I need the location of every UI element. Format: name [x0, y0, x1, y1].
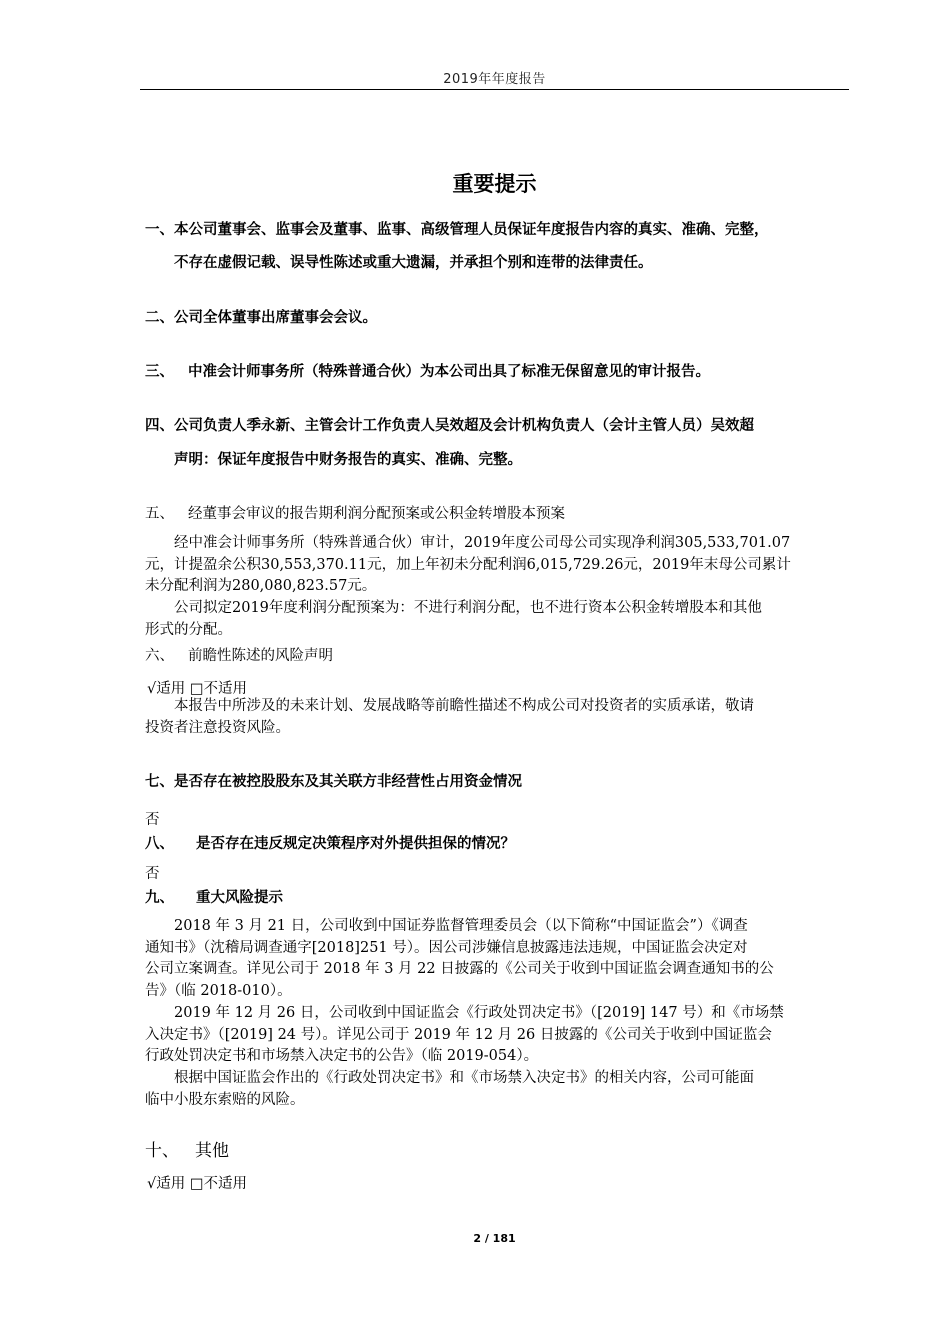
- page-title: 重要提示: [452, 172, 537, 196]
- text-line: 临中小股东索赔的风险。: [145, 1091, 305, 1108]
- section-7-heading: [145, 770, 522, 791]
- text-line: 公司立案调查。详见公司于 2018 年 3 月 22 日披露的《公司关于收到中国证监会调查通知书的公: [145, 961, 774, 977]
- text-line: 告》（临 2018-010）。: [145, 982, 292, 999]
- section-8-number: 八、: [145, 836, 174, 852]
- section-4: [145, 414, 754, 435]
- section-4-line-1: 公司负责人季永新、主管会计工作负责人吴效超及会计机构负责人（会计主管人员）吴效超: [174, 418, 754, 434]
- section-9-paragraph-1: [145, 916, 849, 1002]
- section-8-heading: [145, 832, 515, 853]
- section-2: [145, 306, 377, 327]
- section-3-text: 中准会计师事务所（特殊普通合伙）为本公司出具了标准无保留意见的审计报告。: [188, 364, 710, 380]
- section-2-text: 公司全体董事出席董事会会议。: [174, 310, 377, 326]
- section-9-heading-text: 重大风险提示: [196, 890, 283, 906]
- section-9-paragraph-2: [145, 1003, 849, 1068]
- text-line: 未分配利润为280,080,823.57元。: [145, 578, 377, 594]
- text-line: 本报告中所涉及的未来计划、发展战略等前瞻性描述不构成公司对投资者的实质承诺，敬请: [145, 698, 754, 714]
- section-4-line-2: 声明：保证年度报告中财务报告的真实、准确、完整。: [174, 452, 522, 468]
- text-line: 2019 年 12 月 26 日，公司收到中国证监会《行政处罚决定书》（[2019] 147 号）和《市场禁: [145, 1005, 784, 1021]
- text-line: 根据中国证监会作出的《行政处罚决定书》和《市场禁入决定书》的相关内容，公司可能面: [145, 1070, 754, 1086]
- text-line: 2018 年 3 月 21 日，公司收到中国证券监督管理委员会（以下简称“中国证监会”）《调查: [145, 918, 748, 934]
- section-10-heading: [145, 1136, 229, 1161]
- page-header: 2019年年度报告: [443, 72, 546, 87]
- text-line: 行政处罚决定书和市场禁入决定书的公告》（临 2019-054）。: [145, 1048, 539, 1064]
- section-6-heading-text: 前瞻性陈述的风险声明: [188, 648, 333, 664]
- section-1: [145, 218, 769, 239]
- section-7-heading-text: 是否存在被控股股东及其关联方非经营性占用资金情况: [174, 774, 522, 790]
- section-9-paragraph-3: [145, 1068, 849, 1111]
- section-9-number: 九、: [145, 890, 174, 906]
- section-10-heading-text: 其他: [195, 1141, 229, 1161]
- header-divider: [140, 89, 849, 90]
- section-10-applicability: √适用 □不适用: [147, 1176, 248, 1192]
- section-5-paragraph-2: [145, 598, 849, 641]
- page-number: 2 / 181: [473, 1232, 516, 1245]
- text-line: 通知书》（沈稽局调查通字[2018]251 号）。因公司涉嫌信息披露违法违规，中国证监会决定对: [145, 939, 748, 956]
- section-6-number: 六、: [145, 648, 174, 664]
- section-3: [145, 360, 710, 381]
- section-5-paragraph-1: [145, 533, 849, 598]
- section-2-number: 二、: [145, 310, 174, 326]
- section-6-heading: [145, 644, 333, 665]
- section-8-answer: 否: [145, 866, 160, 882]
- section-1-line-2: 不存在虚假记载、误导性陈述或重大遗漏，并承担个别和连带的法律责任。: [174, 255, 653, 271]
- section-3-number: 三、: [145, 364, 174, 380]
- section-8-heading-text: 是否存在违反规定决策程序对外提供担保的情况？: [196, 836, 515, 852]
- section-9-heading: [145, 886, 283, 907]
- text-line: 投资者注意投资风险。: [145, 719, 290, 736]
- section-5-heading: [145, 502, 565, 523]
- text-line: 公司拟定2019年度利润分配预案为：不进行利润分配，也不进行资本公积金转增股本和其他: [145, 600, 762, 616]
- text-line: 入决定书》（[2019] 24 号）。详见公司于 2019 年 12 月 26 日披露的《公司关于收到中国证监会: [145, 1026, 772, 1043]
- text-line: 形式的分配。: [145, 621, 232, 638]
- section-10-number: 十、: [145, 1141, 179, 1161]
- section-7-answer: 否: [145, 812, 160, 828]
- section-6-paragraph: [145, 696, 849, 739]
- section-1-number: 一、: [145, 222, 174, 238]
- section-1-line-1: 本公司董事会、监事会及董事、监事、高级管理人员保证年度报告内容的真实、准确、完整，: [174, 222, 769, 238]
- section-5-number: 五、: [145, 506, 174, 522]
- text-line: 元，计提盈余公积30,553,370.11元，加上年初未分配利润6,015,729.26元，2019年末母公司累计: [145, 556, 791, 573]
- section-4-number: 四、: [145, 418, 174, 434]
- section-6-applicability: √适用 □不适用: [147, 681, 248, 697]
- section-7-number: 七、: [145, 774, 174, 790]
- text-line: 经中准会计师事务所（特殊普通合伙）审计，2019年度公司母公司实现净利润305,533,701.07: [145, 535, 791, 551]
- section-5-heading-text: 经董事会审议的报告期利润分配预案或公积金转增股本预案: [188, 506, 565, 522]
